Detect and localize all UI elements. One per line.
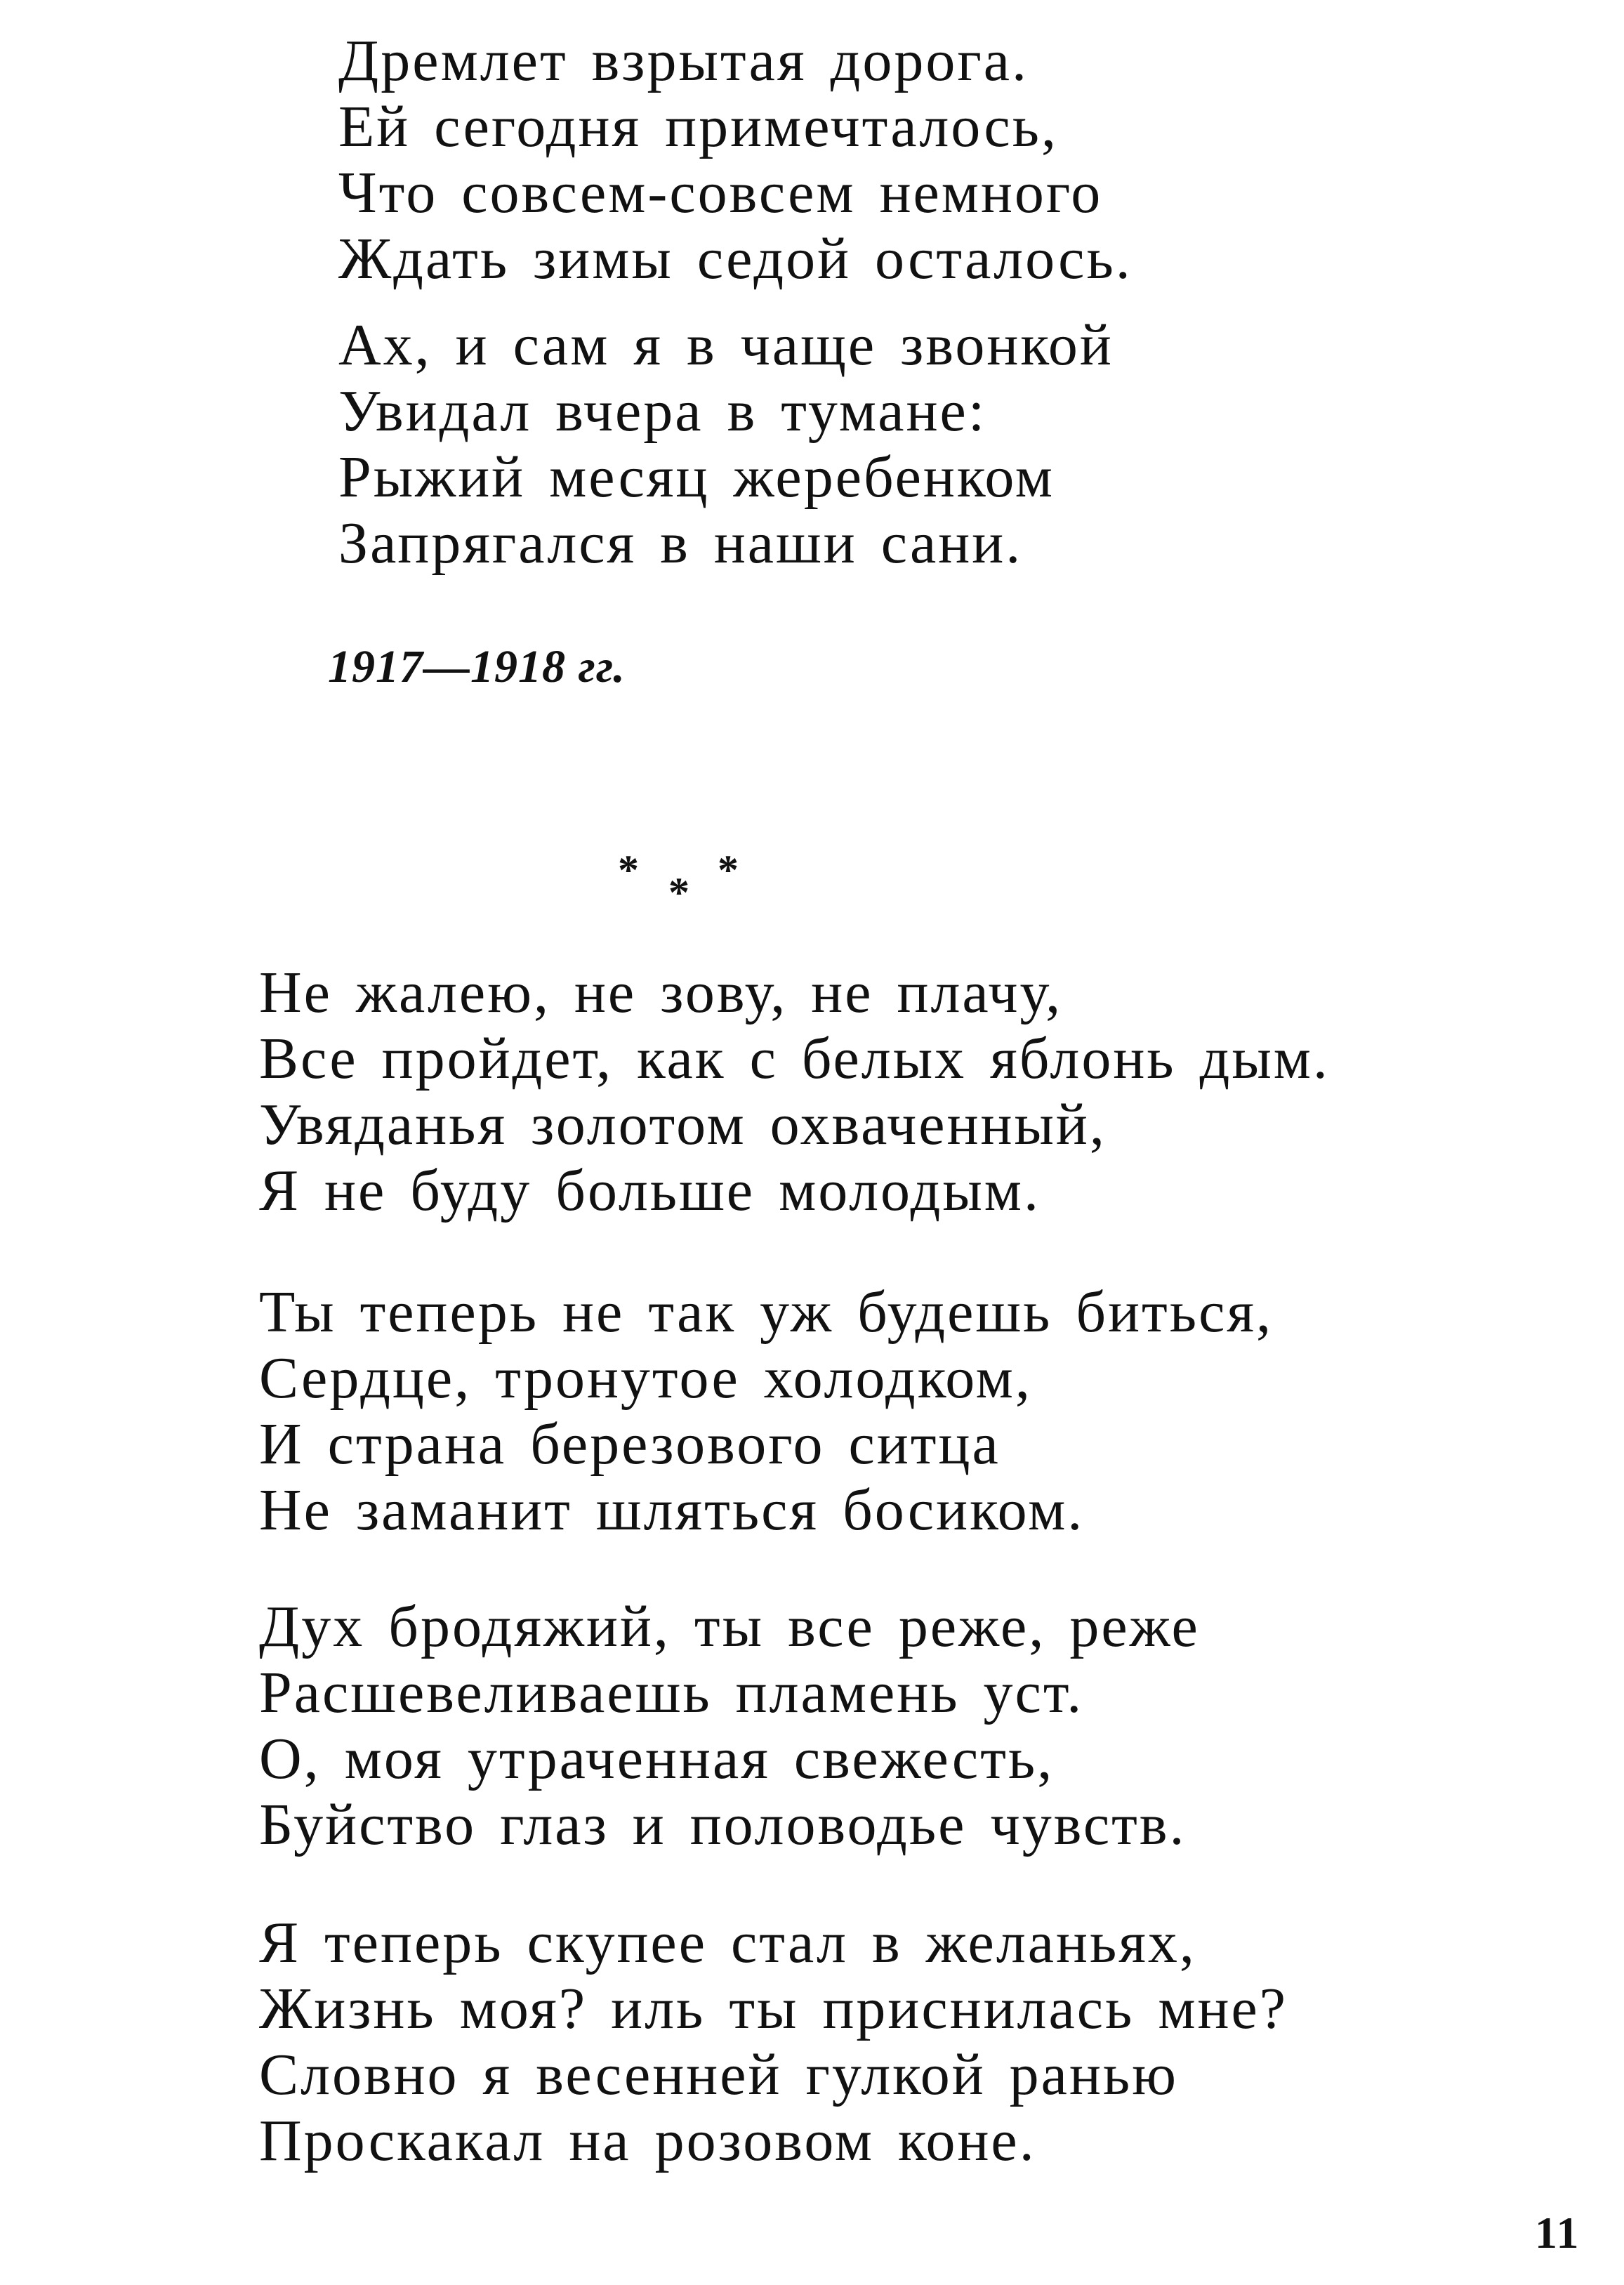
verse-line: Ах, и сам я в чаще звонкой (338, 312, 1114, 378)
verse-line: Увяданья золотом охваченный, (259, 1092, 1107, 1157)
verse-line: Запрягался в наши сани. (338, 511, 1023, 576)
asterisk-right: * (718, 847, 739, 893)
verse-line: Расшевеливаешь пламень уст. (259, 1660, 1084, 1725)
verse-line: Проскакал на розовом коне. (259, 2108, 1036, 2173)
verse-line: Дремлет взрытая дорога. (338, 28, 1029, 93)
poem2-stanza-3 (259, 1594, 1200, 1858)
poem2-stanza-1 (259, 960, 1330, 1224)
verse-line: Словно я весенней гулкой ранью (259, 2042, 1178, 2107)
verse-line: Не заманит шляться босиком. (259, 1477, 1085, 1543)
verse-line: Сердце, тронутое холодком, (259, 1345, 1032, 1411)
verse-line: Увидал вчера в тумане: (338, 378, 987, 444)
verse-line: Ты теперь не так уж будешь биться, (259, 1279, 1273, 1345)
verse-line: Дух бродяжий, ты все реже, реже (259, 1594, 1200, 1659)
verse-line: Ей сегодня примечталось, (338, 94, 1058, 159)
verse-line: О, моя утраченная свежесть, (259, 1726, 1055, 1791)
verse-line: И страна березового ситца (259, 1411, 1001, 1477)
verse-line: Что совсем-совсем немного (338, 160, 1103, 225)
poem1-stanza-2 (338, 312, 1114, 577)
asterisk-center: * (668, 869, 689, 916)
poem1-stanza-1 (338, 28, 1133, 292)
verse-line: Я теперь скупее стал в желаньях, (259, 1910, 1196, 1975)
asterism-ornament (618, 839, 751, 916)
poem2-stanza-2 (259, 1279, 1273, 1543)
verse-line: Жизнь моя? иль ты приснилась мне? (259, 1976, 1288, 2041)
poem-date: 1917—1918 гг. (328, 641, 626, 692)
poem2-stanza-4 (259, 1910, 1288, 2174)
verse-line: Буйство глаз и половодье чувств. (259, 1792, 1187, 1857)
verse-line: Рыжий месяц жеребенком (338, 445, 1055, 510)
page-number: 11 (1535, 2208, 1580, 2258)
asterisk-left: * (618, 847, 639, 893)
verse-line: Все пройдет, как с белых яблонь дым. (259, 1026, 1330, 1091)
verse-line: Я не буду больше молодым. (259, 1158, 1041, 1223)
verse-line: Не жалею, не зову, не плачу, (259, 960, 1063, 1025)
verse-line: Ждать зимы седой осталось. (338, 226, 1133, 291)
